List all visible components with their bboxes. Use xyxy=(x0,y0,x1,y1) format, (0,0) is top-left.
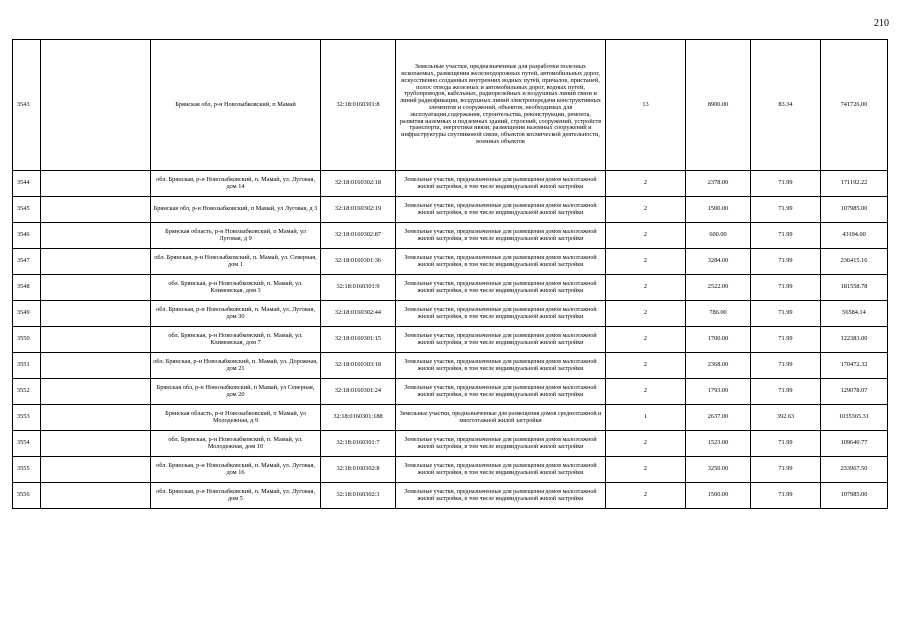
land-use-cell: Земельные участки, предназначенные для размещения домов малоэтажной жилой застройки, в том числе индивидуальной жилой застройки xyxy=(396,353,606,379)
area-cell: 3250.00 xyxy=(686,457,751,483)
area-cell: 8900.00 xyxy=(686,40,751,171)
table-row xyxy=(13,483,888,509)
group-cell: 2 xyxy=(606,457,686,483)
blank-cell xyxy=(41,431,151,457)
address-cell: обл. Брянская, р-н Новозыбковский, п. Мамай, ул. Луговая, дом 30 xyxy=(151,301,321,327)
address-cell: Брянская обл, р-н Новозыбковский, п Мамай, ул Луговая, д 3 xyxy=(151,197,321,223)
table-row xyxy=(13,197,888,223)
land-use-cell: Земельные участки, предназначенные для размещения домов малоэтажной жилой застройки, в том числе индивидуальной жилой застройки xyxy=(396,483,606,509)
area-cell: 2522.00 xyxy=(686,275,751,301)
group-cell: 1 xyxy=(606,405,686,431)
row-number: 3554 xyxy=(13,431,41,457)
row-number: 3545 xyxy=(13,197,41,223)
cadastral-value-cell: 43194.00 xyxy=(821,223,888,249)
area-cell: 3284.00 xyxy=(686,249,751,275)
cadastral-value-cell: 236415.16 xyxy=(821,249,888,275)
blank-cell xyxy=(41,197,151,223)
address-cell: обл. Брянская, р-н Новозыбковский, п. Мамай, ул. Климовская, дом 7 xyxy=(151,327,321,353)
table-row xyxy=(13,223,888,249)
group-cell: 2 xyxy=(606,431,686,457)
address-cell: обл. Брянская, р-н Новозыбковский, п. Мамай, ул. Луговая, дом 16 xyxy=(151,457,321,483)
table-row xyxy=(13,275,888,301)
area-cell: 1500.00 xyxy=(686,197,751,223)
group-cell: 2 xyxy=(606,197,686,223)
blank-cell xyxy=(41,379,151,405)
group-cell: 2 xyxy=(606,353,686,379)
rate-cell: 71.99 xyxy=(751,171,821,197)
group-cell: 2 xyxy=(606,327,686,353)
rate-cell: 71.99 xyxy=(751,223,821,249)
group-cell: 2 xyxy=(606,249,686,275)
land-use-cell: Земельные участки, предназначенные для размещения домов малоэтажной жилой застройки, в том числе индивидуальной жилой застройки xyxy=(396,223,606,249)
address-cell: обл. Брянская, р-н Новозыбковский, п. Мамай, ул. Молодежная, дом 10 xyxy=(151,431,321,457)
address-cell: обл. Брянская, р-н Новозыбковский, п. Мамай, ул. Климовская, дом 3 xyxy=(151,275,321,301)
table-row xyxy=(13,405,888,431)
table-row xyxy=(13,171,888,197)
table-row xyxy=(13,379,888,405)
rate-cell: 71.99 xyxy=(751,327,821,353)
cadastral-number-cell: 32:18:0160301:188 xyxy=(321,405,396,431)
rate-cell: 71.99 xyxy=(751,275,821,301)
address-cell: Брянская обл, р-н Новозыбковский, п Мамай, ул Северная, дом 20 xyxy=(151,379,321,405)
group-cell: 2 xyxy=(606,223,686,249)
area-cell: 1500.00 xyxy=(686,483,751,509)
cadastral-number-cell: 32:18:0160302:87 xyxy=(321,223,396,249)
cadastral-number-cell: 32:18:0160301:24 xyxy=(321,379,396,405)
cadastral-number-cell: 32:18:0160302:18 xyxy=(321,171,396,197)
group-cell: 2 xyxy=(606,301,686,327)
page-number: 210 xyxy=(874,18,889,29)
cadastral-number-cell: 32:18:0160301:7 xyxy=(321,431,396,457)
rate-cell: 71.99 xyxy=(751,249,821,275)
row-number: 3543 xyxy=(13,40,41,171)
rate-cell: 83.34 xyxy=(751,40,821,171)
blank-cell xyxy=(41,353,151,379)
cadastral-value-cell: 107985.00 xyxy=(821,483,888,509)
blank-cell xyxy=(41,405,151,431)
area-cell: 600.00 xyxy=(686,223,751,249)
row-number: 3552 xyxy=(13,379,41,405)
land-use-cell: Земельные участки, предназначенные для размещения домов малоэтажной жилой застройки, в том числе индивидуальной жилой застройки xyxy=(396,275,606,301)
land-use-cell: Земельные участки, предназначенные для размещения домов малоэтажной жилой застройки, в том числе индивидуальной жилой застройки xyxy=(396,431,606,457)
blank-cell xyxy=(41,301,151,327)
address-cell: Брянская обл, р-н Новозыбковский, п Мамай xyxy=(151,40,321,171)
table-row xyxy=(13,431,888,457)
area-cell: 2368.00 xyxy=(686,353,751,379)
blank-cell xyxy=(41,483,151,509)
blank-cell xyxy=(41,171,151,197)
rate-cell: 71.99 xyxy=(751,431,821,457)
land-use-cell: Земельные участки, предназначенные для размещения домов малоэтажной жилой застройки, в том числе индивидуальной жилой застройки xyxy=(396,327,606,353)
cadastral-value-cell: 171192.22 xyxy=(821,171,888,197)
rate-cell: 71.99 xyxy=(751,197,821,223)
cadastral-number-cell: 32:18:0160301:8 xyxy=(321,40,396,171)
table-row xyxy=(13,457,888,483)
address-cell: обл. Брянская, р-н Новозыбковский, п. Мамай, ул. Дорожная, дом 21 xyxy=(151,353,321,379)
cadastral-number-cell: 32:18:0160302:19 xyxy=(321,197,396,223)
address-cell: Брянская область, р-н Новозыбковский, п Мамай, ул Луговая, д 9 xyxy=(151,223,321,249)
row-number: 3553 xyxy=(13,405,41,431)
cadastral-value-cell: 107985.00 xyxy=(821,197,888,223)
land-use-cell: Земельные участки, предназначенные для размещения домов малоэтажной жилой застройки, в том числе индивидуальной жилой застройки xyxy=(396,457,606,483)
cadastral-value-cell: 56584.14 xyxy=(821,301,888,327)
cadastral-value-cell: 122383.00 xyxy=(821,327,888,353)
cadastral-number-cell: 32:18:0160302:44 xyxy=(321,301,396,327)
land-use-cell: Земельные участки, предназначенные для размещения домов малоэтажной жилой застройки, в том числе индивидуальной жилой застройки xyxy=(396,249,606,275)
group-cell: 2 xyxy=(606,379,686,405)
cadastral-value-cell: 741726.00 xyxy=(821,40,888,171)
area-cell: 1523.00 xyxy=(686,431,751,457)
row-number: 3546 xyxy=(13,223,41,249)
cadastral-value-table xyxy=(12,39,888,509)
rate-cell: 71.99 xyxy=(751,483,821,509)
cadastral-value-cell: 1035365.31 xyxy=(821,405,888,431)
land-use-cell: Земельные участки, предназначенные для размещения домов малоэтажной жилой застройки, в том числе индивидуальной жилой застройки xyxy=(396,197,606,223)
table-row xyxy=(13,249,888,275)
group-cell: 2 xyxy=(606,275,686,301)
row-number: 3551 xyxy=(13,353,41,379)
area-cell: 1700.00 xyxy=(686,327,751,353)
row-number: 3547 xyxy=(13,249,41,275)
table-body xyxy=(13,40,888,509)
row-number: 3544 xyxy=(13,171,41,197)
blank-cell xyxy=(41,275,151,301)
land-use-cell: Земельные участки, предназначенные для размещения домов малоэтажной жилой застройки, в том числе индивидуальной жилой застройки xyxy=(396,379,606,405)
cadastral-number-cell: 32:18:0160301:15 xyxy=(321,327,396,353)
group-cell: 13 xyxy=(606,40,686,171)
address-cell: обл. Брянская, р-н Новозыбковский, п. Мамай, ул. Луговая, дом 14 xyxy=(151,171,321,197)
group-cell: 2 xyxy=(606,171,686,197)
cadastral-number-cell: 32:18:0160303:18 xyxy=(321,353,396,379)
area-cell: 1793.00 xyxy=(686,379,751,405)
cadastral-value-cell: 109640.77 xyxy=(821,431,888,457)
rate-cell: 392.63 xyxy=(751,405,821,431)
row-number: 3550 xyxy=(13,327,41,353)
cadastral-value-cell: 233967.50 xyxy=(821,457,888,483)
row-number: 3555 xyxy=(13,457,41,483)
address-cell: Брянская область, р-н Новозыбковский, п Мамай, ул Молодежная, д 9 xyxy=(151,405,321,431)
address-cell: обл. Брянская, р-н Новозыбковский, п. Мамай, ул. Луговая, дом 5 xyxy=(151,483,321,509)
table-row xyxy=(13,301,888,327)
area-cell: 786.00 xyxy=(686,301,751,327)
cadastral-number-cell: 32:18:0160302:3 xyxy=(321,483,396,509)
address-cell: обл. Брянская, р-н Новозыбковский, п. Мамай, ул. Северная, дом 1 xyxy=(151,249,321,275)
row-number: 3548 xyxy=(13,275,41,301)
rate-cell: 71.99 xyxy=(751,353,821,379)
table-row xyxy=(13,40,888,171)
blank-cell xyxy=(41,457,151,483)
group-cell: 2 xyxy=(606,483,686,509)
rate-cell: 71.99 xyxy=(751,457,821,483)
cadastral-number-cell: 32:18:0160301:36 xyxy=(321,249,396,275)
land-use-cell: Земельные участки, предназначенные для размещения домов среднеэтажной и многоэтажной жилой застройки xyxy=(396,405,606,431)
cadastral-value-cell: 181558.78 xyxy=(821,275,888,301)
land-use-cell: Земельные участки, предназначенные для размещения домов малоэтажной жилой застройки, в том числе индивидуальной жилой застройки xyxy=(396,171,606,197)
table-row xyxy=(13,327,888,353)
table-row xyxy=(13,353,888,379)
blank-cell xyxy=(41,249,151,275)
cadastral-number-cell: 32:18:0160302:8 xyxy=(321,457,396,483)
blank-cell xyxy=(41,327,151,353)
row-number: 3556 xyxy=(13,483,41,509)
land-use-cell: Земельные участки, предназначенные для размещения домов малоэтажной жилой застройки, в том числе индивидуальной жилой застройки xyxy=(396,301,606,327)
area-cell: 2637.00 xyxy=(686,405,751,431)
blank-cell xyxy=(41,223,151,249)
rate-cell: 71.99 xyxy=(751,301,821,327)
rate-cell: 71.99 xyxy=(751,379,821,405)
area-cell: 2378.00 xyxy=(686,171,751,197)
row-number: 3549 xyxy=(13,301,41,327)
cadastral-value-cell: 129078.07 xyxy=(821,379,888,405)
land-use-cell: Земельные участки, предназначенные для разработки полезных ископаемых, размещения железнодорожных путей, автомобильных дорог, искусственно созданных внутренних водных путей, причалов, пристаней, полос отвода железных и автомобильных дорог, водных путей, трубопроводов, кабельных, радиорелейных и воздушных линий связи и линий радиофикации, воздушных линий электропередачи конструктивных элементов и сооружений, объектов, необходимых для эксплуатации,содержания, строительства, реконструкции, ремонта, развития наземных и подземных зданий, строений, сооружений, устройств транспорта, энергетики ивязи; размещения наземных сооружений и инфраструктуры спутниковой связи, объектов космической деятельности, военных объектов xyxy=(396,40,606,171)
blank-cell xyxy=(41,40,151,171)
cadastral-number-cell: 32:18:0160301:9 xyxy=(321,275,396,301)
cadastral-value-cell: 170472.32 xyxy=(821,353,888,379)
